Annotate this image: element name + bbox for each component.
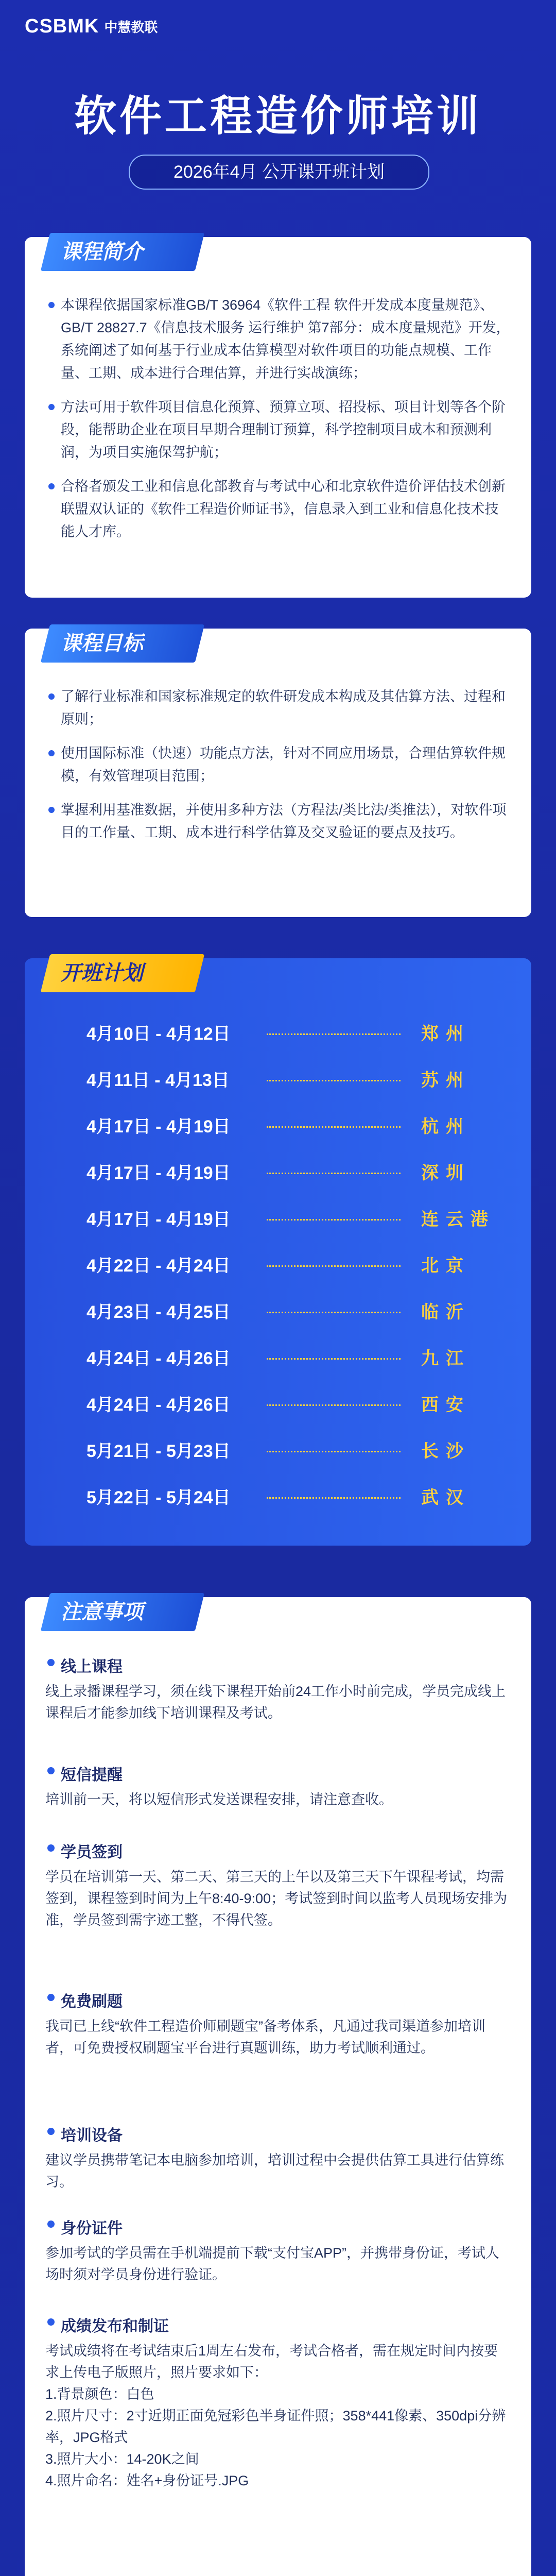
schedule-date: 4月22日 - 4月24日 bbox=[86, 1256, 231, 1276]
schedule-row bbox=[25, 1479, 531, 1517]
schedule-city: 西安 bbox=[421, 1395, 471, 1415]
schedule-leader bbox=[267, 1080, 401, 1081]
schedule-card bbox=[25, 958, 531, 1546]
list-item: 掌握利用基准数据，并使用多种方法（方程法/类比法/类推法），对软件项目的工作量、工期、成本进行科学估算及交叉验证的要点及技巧。 bbox=[45, 799, 511, 844]
notice-free-practice bbox=[45, 1989, 511, 2059]
notice-body bbox=[45, 2149, 511, 2193]
schedule-row bbox=[25, 1061, 531, 1099]
schedule-row bbox=[25, 1154, 531, 1192]
notice-line: 线上录播课程学习，须在线下课程开始前24工作小时前完成，学员完成线上课程后才能参加线下培训课程及考试。 bbox=[45, 1684, 506, 1721]
schedule-date: 5月22日 - 5月24日 bbox=[86, 1488, 231, 1507]
schedule-date: 4月10日 - 4月12日 bbox=[86, 1024, 231, 1044]
list-item: 合格者颁发工业和信息化部教育与考试中心和北京软件造价评估技术创新联盟双认证的《软件工程造价师证书》，信息录入到工业和信息化技术技能人才库。 bbox=[45, 475, 511, 543]
notice-body bbox=[45, 2015, 511, 2059]
schedule-row bbox=[25, 1432, 531, 1470]
notice-body bbox=[45, 2242, 511, 2285]
list-item: 使用国际标准（快速）功能点方法，针对不同应用场景，合理估算软件规模，有效管理项目范围； bbox=[45, 742, 511, 787]
notice-line: 4.照片命名：姓名+身份证号.JPG bbox=[45, 2473, 249, 2488]
notice-line: 2.照片尺寸：2寸近期正面免冠彩色半身证件照；358*441像素、350dpi分辨率，JPG格式 bbox=[45, 2408, 506, 2445]
notice-title: 培训设备 bbox=[45, 2123, 511, 2145]
list-item: 了解行业标准和国家标准规定的软件研发成本构成及其估算方法、过程和原则； bbox=[45, 685, 511, 731]
schedule-heading-tag bbox=[45, 954, 210, 992]
notice-line: 培训前一天，将以短信形式发送课程安排，请注意查收。 bbox=[45, 1792, 393, 1807]
notice-line: 参加考试的学员需在手机端提前下载“支付宝APP”，并携带身份证，考试人场时须对学员身份进行验证。 bbox=[45, 2245, 500, 2282]
notice-line: 3.照片大小：14-20K之间 bbox=[45, 2451, 199, 2467]
schedule-date: 4月17日 - 4月19日 bbox=[86, 1117, 231, 1137]
schedule-row bbox=[25, 1340, 531, 1378]
schedule-row bbox=[25, 1108, 531, 1146]
intro-heading-tag bbox=[45, 233, 210, 271]
schedule-row bbox=[25, 1247, 531, 1285]
notice-equipment bbox=[45, 2123, 511, 2193]
schedule-leader bbox=[267, 1265, 401, 1267]
notice-title: 学员签到 bbox=[45, 1839, 511, 1862]
notice-body bbox=[45, 2340, 511, 2492]
schedule-row bbox=[25, 1015, 531, 1053]
notice-line: 1.背景颜色：白色 bbox=[45, 2386, 154, 2402]
notice-body bbox=[45, 1681, 511, 1724]
schedule-leader bbox=[267, 1497, 401, 1499]
schedule-city: 北京 bbox=[421, 1256, 471, 1276]
notice-title: 成绩发布和制证 bbox=[45, 2313, 511, 2336]
intro-card bbox=[25, 237, 531, 598]
schedule-date: 4月17日 - 4月19日 bbox=[86, 1210, 231, 1229]
logo-latin: CSBMK bbox=[25, 15, 99, 37]
notice-title: 身份证件 bbox=[45, 2215, 511, 2238]
schedule-city: 临沂 bbox=[421, 1302, 471, 1322]
page-subtitle: 2026年4月 公开课开班计划 bbox=[129, 155, 429, 190]
goals-card bbox=[25, 629, 531, 917]
schedule-date: 4月24日 - 4月26日 bbox=[86, 1395, 231, 1415]
schedule-leader bbox=[267, 1219, 401, 1221]
schedule-leader bbox=[267, 1451, 401, 1452]
notice-sms bbox=[45, 1762, 511, 1810]
schedule-row bbox=[25, 1293, 531, 1331]
schedule-leader bbox=[267, 1312, 401, 1313]
goals-list bbox=[45, 685, 511, 855]
list-item: 方法可用于软件项目信息化预算、预算立项、招投标、项目计划等各个阶段，能帮助企业在项目早期合理制订预算，科学控制项目成本和预测利润，为项目实施保驾护航； bbox=[45, 396, 511, 464]
notice-line: 学员在培训第一天、第二天、第三天的上午以及第三天下午课程考试，均需签到，课程签到时间为上午8:40-9:00；考试签到时间以监考人员现场安排为准，学员签到需字迹工整，不得代签。 bbox=[45, 1869, 508, 1928]
notice-card bbox=[25, 1597, 531, 2576]
schedule-date: 4月23日 - 4月25日 bbox=[86, 1302, 231, 1322]
notice-id-card bbox=[45, 2215, 511, 2285]
schedule-city: 连云港 bbox=[421, 1210, 495, 1229]
schedule-city: 武汉 bbox=[421, 1488, 471, 1507]
page-title: 软件工程造价师培训 bbox=[74, 93, 482, 140]
schedule-leader bbox=[267, 1173, 401, 1174]
schedule-city: 九江 bbox=[421, 1349, 471, 1368]
notice-signin bbox=[45, 1839, 511, 1931]
schedule-date: 5月21日 - 5月23日 bbox=[86, 1442, 231, 1461]
list-item: 本课程依据国家标准GB/T 36964《软件工程 软件开发成本度量规范》、GB/T 28827.7《信息技术服务 运行维护 第7部分：成本度量规范》开发，系统阐述了如何基于行业成本估算模型对软件项目的功能点规模、工作量、工期、成本进行合理估算，并进行实战演练； bbox=[45, 294, 511, 384]
notice-title: 线上课程 bbox=[45, 1654, 511, 1676]
intro-heading: 课程简介 bbox=[61, 241, 143, 263]
logo-chinese: 中慧教联 bbox=[104, 20, 158, 35]
schedule-date: 4月17日 - 4月19日 bbox=[86, 1163, 231, 1183]
schedule-heading: 开班计划 bbox=[61, 962, 143, 985]
schedule-leader bbox=[267, 1126, 401, 1128]
notice-online-course bbox=[45, 1654, 511, 1724]
notice-results bbox=[45, 2313, 511, 2492]
schedule-leader bbox=[267, 1358, 401, 1360]
schedule-date: 4月11日 - 4月13日 bbox=[86, 1071, 230, 1090]
schedule-city: 杭州 bbox=[421, 1117, 471, 1137]
intro-list bbox=[45, 294, 511, 554]
notice-heading: 注意事项 bbox=[61, 1601, 143, 1623]
schedule-city: 长沙 bbox=[421, 1442, 471, 1461]
schedule-row bbox=[25, 1386, 531, 1424]
notice-title: 短信提醒 bbox=[45, 1762, 511, 1785]
notice-line: 建议学员携带笔记本电脑参加培训，培训过程中会提供估算工具进行估算练习。 bbox=[45, 2153, 504, 2190]
schedule-leader bbox=[267, 1033, 401, 1035]
schedule-row bbox=[25, 1200, 531, 1239]
notice-line: 我司已上线“软件工程造价师刷题宝”备考体系，凡通过我司渠道参加培训者，可免费授权刷题宝平台进行真题训练，助力考试顺利通过。 bbox=[45, 2019, 485, 2056]
notice-title: 免费刷题 bbox=[45, 1989, 511, 2011]
schedule-city: 深圳 bbox=[421, 1163, 471, 1183]
notice-line: 考试成绩将在考试结束后1周左右发布，考试合格者，需在规定时间内按要求上传电子版照片，照片要求如下： bbox=[45, 2343, 498, 2380]
schedule-city: 苏州 bbox=[421, 1071, 471, 1090]
schedule-date: 4月24日 - 4月26日 bbox=[86, 1349, 231, 1368]
goals-heading: 课程目标 bbox=[61, 632, 143, 655]
notice-body bbox=[45, 1789, 511, 1810]
notice-body bbox=[45, 1866, 511, 1931]
brand-logo bbox=[25, 15, 158, 38]
schedule-city: 郑州 bbox=[421, 1024, 471, 1044]
notice-heading-tag bbox=[45, 1593, 210, 1631]
goals-heading-tag bbox=[45, 624, 210, 663]
schedule-leader bbox=[267, 1404, 401, 1406]
